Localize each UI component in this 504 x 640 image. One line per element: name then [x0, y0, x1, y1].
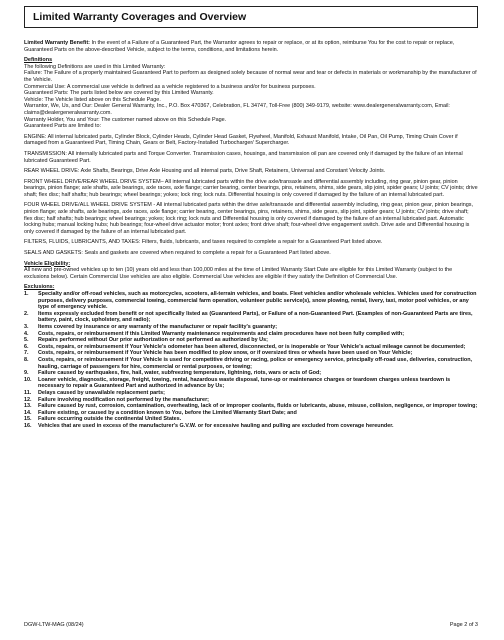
exclusions-list: [24, 291, 478, 429]
definition-line: Guaranteed Parts: The parts listed below are covered by this Limited Warranty.: [24, 90, 214, 97]
item-text: Failure occurring outside the continental United States.: [38, 416, 182, 423]
definition-line: Vehicle: The Vehicle listed above on this Schedule Page.: [24, 96, 161, 103]
eligibility-heading: Vehicle Eligibility:: [24, 260, 71, 267]
item-text: Specialty and/or off-road vehicles, such as motorcycles, scooters, all-terrain vehicles, and boats. Fleet vehicles and/or wholesale vehicles. Vehicles used for construction purposes, delivery purposes, commercial towing, commercial farm operation, volunteer public service(s), snow plowing, rental, livery, taxi, motor pool vehicles, or any type of emergency vehicle.: [38, 291, 477, 311]
item-number: 7.: [24, 350, 29, 357]
item-number: 10.: [24, 376, 32, 383]
list-item: [24, 350, 478, 357]
item-number: 9.: [24, 370, 29, 377]
benefit-paragraph: [24, 40, 478, 53]
list-item: [24, 416, 478, 423]
list-item: [24, 403, 478, 410]
item-text: Delays caused by unavailable replacement parts;: [38, 389, 165, 396]
item-text: Costs, repairs, or reimbursement if Your Vehicle has been modified to plow snow, or if oversized tires or wheels have been used on Your Vehicle;: [38, 350, 413, 357]
coverage-paragraph: TRANSMISSION: All internally lubricated parts and Torque Converter. Transmission cases, housings, and transmission oil pan are covered only if damaged by the failure of an internal lubricated Guaranteed Part.: [24, 150, 463, 164]
item-number: 3.: [24, 323, 29, 330]
definitions-intro: The following Definitions are used in this Limited Warranty:: [24, 63, 166, 70]
item-number: 16.: [24, 422, 32, 429]
item-number: 1.: [24, 291, 29, 297]
item-text: Costs, repairs, or reimbursement if Your Vehicle's odometer has been altered, disconnected, or is inoperable or Your Vehicle's actual mileage cannot be documented;: [38, 343, 466, 350]
definition-line: Failure: The Failure of a properly maintained Guaranteed Part to perform as designed solely because of normal wear and tear or defects in materials or workmanship by the manufacturer of the Vehicle.: [24, 70, 477, 83]
exclusions-heading: Exclusions:: [24, 284, 55, 291]
item-text: Failure caused by rust, corrosion, contamination, overheating, lack of or improper coolants, fluids or lubricants, abuse, misuse, collision, negligence, or improper towing;: [38, 403, 478, 410]
coverage-paragraph: FRONT WHEEL DRIVE/REAR WHEEL DRIVE SYSTEM– All internal lubricated parts within the drive axle/transaxle and differential assembly including, ring gear, pinion gear, pinion bearings, pinion flange; axle shafts, axle bearings, axle races, axle flange; carrier bearing, center bearings, pins, retainers, shims, side gears, slip joint, spider gears; U joints; CV joints; drive shaft; flex disc; half shafts; hub bearings; wheel bearings; yokes; lock ring; lock nuts. Differential housing is only covered if damaged by the failure of an internal lubricated part.: [24, 178, 478, 198]
item-text: Repairs performed without Our prior authorization or not performed as authorized by Us;: [38, 337, 268, 344]
eligibility-text: All new and pre-owned vehicles up to ten (10) years old and less than 100,000 miles at the time of Limited Warranty Start Date are eligible for this Limited Warranty (subject to the exclusions below). Certain Commercial Use vehicles are also eligible. Commercial Use vehicles are eligible if they satisfy the Definition of Commercial Use.: [24, 267, 453, 280]
list-item: [24, 324, 478, 331]
list-item: [24, 377, 478, 390]
coverage-paragraph: ENGINE: All internal lubricated parts, Cylinder Block, Cylinder Heads, Cylinder Head Gasket, Flywheel, Manifold, Exhaust Manifold, Intake, Oil Pan, Oil Pump, Timing Chain Cover if damaged from a Guaranteed Part, Timing Chain, Gears or Belt, Factory-Installed Turbocharger/ Supercharger.: [24, 133, 458, 147]
item-text: Failure caused by earthquakes, fire, hail, water, subfreezing temperature, lightning, riots, wars or acts of God;: [38, 370, 322, 377]
item-text: Costs, repairs, or reimbursement if this Limited Warranty maintenance requirements and claim procedures have not been fully complied with;: [38, 330, 405, 337]
list-item: [24, 311, 478, 324]
coverage-paragraph: FILTERS, FLUIDS, LUBRICANTS, AND TAXES: Filters, fluids, lubricants, and taxes required to complete a repair for a Guaranteed Part listed above.: [24, 239, 383, 246]
item-number: 2.: [24, 310, 29, 317]
definition-line: Guaranteed Parts are limited to:: [24, 123, 102, 130]
list-item: [24, 390, 478, 397]
item-text: Items expressly excluded from benefit or not specifically listed as (Guaranteed Parts), or Failure of a non-Guaranteed Part. (Examples of non-Guaranteed Parts are tires, battery, paint, clock, upholstery, and radio);: [38, 310, 473, 324]
exclusions-section: [24, 284, 478, 429]
item-text: Failure involving modification not performed by the manufacturer;: [38, 396, 209, 403]
item-number: 8.: [24, 356, 29, 363]
list-item: [24, 291, 478, 311]
item-number: 14.: [24, 409, 32, 416]
item-number: 6.: [24, 343, 29, 350]
definition-line: Warranty Holder, You and Your: The customer named above on this Schedule Page.: [24, 116, 227, 123]
item-text: Costs, repairs, or reimbursement if Your Vehicle is used for competitive driving or racing, police or emergency service, principally off-road use, deliveries, construction, hauling, carriage of passengers for hire, commercial or rental purposes, or towing;: [38, 356, 473, 370]
item-number: 12.: [24, 396, 32, 403]
page-number: Page 2 of 3: [449, 622, 478, 628]
benefit-text: In the event of a Failure of a Guaranteed Part, the Warrantor agrees to repair or replace, or at its option, reimburse You for the cost to repair or replace, Guaranteed Parts on the above-described Vehicle, subject to the terms, conditions, and limitations herein.: [24, 40, 455, 53]
definition-line: Commercial Use: A commercial use vehicle is defined as a vehicle registered to a business and/or for business purposes.: [24, 83, 316, 90]
list-item: [24, 337, 478, 344]
coverage-paragraph: SEALS AND GASKETS: Seals and gaskets are covered when required to complete a repair for a Guaranteed Part listed above.: [24, 250, 331, 257]
form-code: DGW-LTW-MAG (08/24): [24, 622, 84, 628]
list-item: [24, 357, 478, 370]
item-number: 15.: [24, 416, 32, 423]
item-number: 11.: [24, 389, 32, 396]
page-title: Limited Warranty Coverages and Overview: [24, 6, 478, 28]
coverage-paragraph: FOUR WHEEL DRIVE/ALL WHEEL DRIVE SYSTEM - All internal lubricated parts within the drive axle/transaxle and differential assembly including, ring gear, pinion gear, pinion bearings, pinion flange; axle shafts, axle bearings, axle races, axle flange; carrier bearing, center bearings, pins, retainers, shims, side gears, slip joint, spider gears; U joints; CV joints; drive shaft; flex disc; half shafts; hub bearings; wheel bearings; yokes; lock ring; lock nuts and Differential housing is only covered if damaged by the failure of an internal lubricated part. Automatic locking hubs; manual locking hubs; hub bearings; four-wheel drive actuator motor; front axles; front drive shaft; four-wheel drive engagement switch. Drive axle and Differential housing is only covered if damaged by the failure of an internal lubricated part.: [24, 202, 474, 235]
eligibility-section: [24, 261, 478, 281]
definitions-heading: Definitions: [24, 57, 53, 64]
definitions-section: [24, 57, 478, 130]
list-item: [24, 397, 478, 404]
list-item: [24, 344, 478, 351]
item-number: 13.: [24, 403, 32, 410]
item-text: Loaner vehicle, diagnostic, storage, freight, towing, rental, hazardous waste disposal, tune-up or maintenance charges or teardown charges unless teardown is necessary to repair a Guaranteed Part and authorized in advance by Us;: [38, 376, 451, 390]
item-text: Failure existing, or caused by a condition known to You, before the Limited Warranty Start Date; and: [38, 409, 297, 416]
document-body: [24, 40, 478, 429]
benefit-label: Limited Warranty Benefit:: [24, 40, 90, 46]
list-item: [24, 370, 478, 377]
list-item: [24, 410, 478, 417]
item-number: 5.: [24, 337, 29, 344]
item-text: Items covered by insurance or any warranty of the manufacturer or repair facility's guaranty;: [38, 323, 278, 330]
definition-line: Warrantor, We, Us, and Our: Dealer General Warranty, Inc., P.O. Box 470367, Celebration, FL 34747, Toll-Free (800) 349-9179, website: www.dealergeneralwarranty.com, Email: claims@dealergeneralwarranty.com.: [24, 103, 450, 116]
page-footer: [24, 622, 478, 628]
coverage-paragraph: REAR WHEEL DRIVE: Axle Shafts, Bearings, Drive Axle Housing and all internal parts, Drive Shaft, Retainers, Universal and Constant Velocity Joints.: [24, 168, 386, 175]
list-item: [24, 331, 478, 338]
item-text: Vehicles that are used in excess of the manufacturer's G.V.W. or for excessive hauling and pulling are excluded from coverage hereunder.: [38, 422, 394, 429]
item-number: 4.: [24, 330, 29, 337]
list-item: [24, 423, 478, 430]
